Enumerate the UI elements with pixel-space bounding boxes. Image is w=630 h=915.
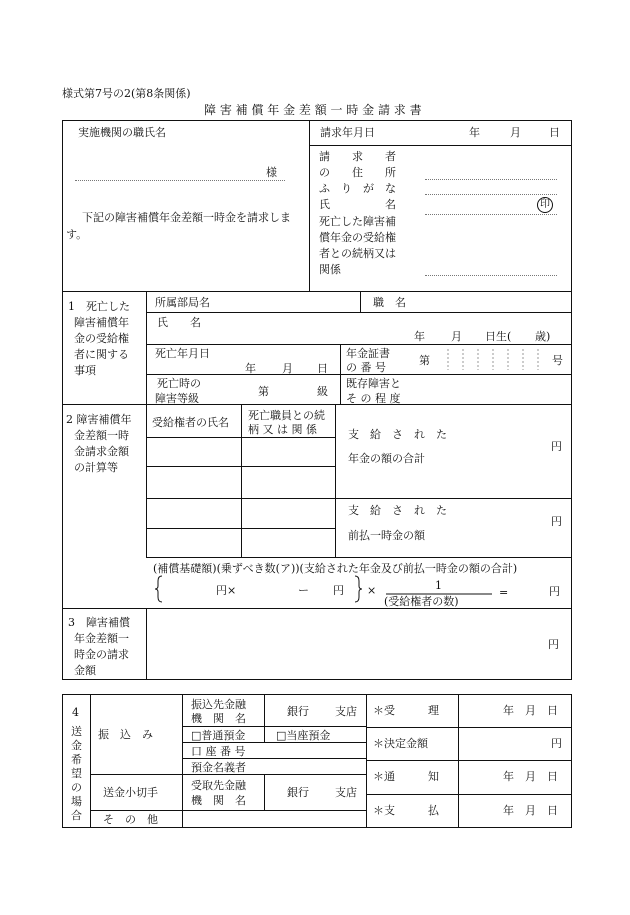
recipient-name-header: 受給権者の氏名 xyxy=(152,416,229,429)
section3-yen: 円 xyxy=(548,638,559,651)
account-holder-label: 預金名義者 xyxy=(191,761,246,774)
tsuchi-label: ＊通 知 xyxy=(373,770,439,783)
formula-denominator: (受給権者の数) xyxy=(384,595,459,608)
section1-label-1: 1 死亡した xyxy=(68,300,130,313)
section4-vlabel-0: 4 xyxy=(72,706,79,719)
recipient-relation-header-2: 柄 又 は 関 係 xyxy=(248,423,317,436)
section4-vlabel-6: 場 xyxy=(71,795,82,808)
seal-mark: 印 xyxy=(537,197,553,213)
formula-numerator: 1 xyxy=(435,579,442,592)
claimant-label-row2: の 住 所 xyxy=(319,166,396,179)
relation-dotted-line xyxy=(425,275,557,276)
existing-label-2: そ の 程 度 xyxy=(346,392,401,405)
name-dotted-line xyxy=(425,214,557,215)
relation-label-1: 死亡した障害補 xyxy=(319,215,396,228)
other-label: そ の 他 xyxy=(103,813,158,826)
paid-pension-label-1: 支 給 さ れ た xyxy=(348,428,447,441)
institution-label: 実施機関の職氏名 xyxy=(78,126,166,139)
existing-label-1: 既存障害と xyxy=(346,377,401,390)
section1-label-4: 者に関する xyxy=(74,348,129,361)
section1-label-2: 障害補償年 xyxy=(74,316,129,329)
section1-label-5: 事項 xyxy=(74,364,96,377)
formula-yen-times: 円× xyxy=(216,584,237,597)
section2-label-1: 2 障害補償年 xyxy=(66,413,132,426)
kettei-label: ＊決定金額 xyxy=(373,737,428,750)
receiving-bank-label-1: 受取先金融 xyxy=(191,779,246,792)
paid-pension-yen: 円 xyxy=(551,440,562,453)
paid-advance-label-2: 前払一時金の額 xyxy=(348,529,425,542)
furikomi-label: 振 込 み xyxy=(98,728,153,741)
formula-yen: 円 xyxy=(333,584,344,597)
deceased-name-label: 氏 名 xyxy=(157,316,201,329)
paid-advance-yen: 円 xyxy=(551,515,562,528)
age: 歳) xyxy=(535,330,551,343)
checkbox-toza-yokin[interactable]: □当座預金 xyxy=(276,729,331,742)
death-date-label: 死亡年月日 xyxy=(155,347,210,360)
section4-vlabel-1: 送 xyxy=(71,725,82,738)
transfer-bank-label-1: 振込先金融 xyxy=(191,698,246,711)
grade-label-2: 障害等級 xyxy=(155,392,199,405)
claimant-label-row3: ふ り が な xyxy=(319,182,396,195)
relation-label-4: 関係 xyxy=(319,263,341,276)
section4-vlabel-2: 金 xyxy=(71,739,82,752)
kettei-yen: 円 xyxy=(551,737,562,750)
formula-result-yen: 円 xyxy=(549,585,560,598)
section4-vlabel-3: 希 xyxy=(71,753,82,766)
section2-label-4: の計算等 xyxy=(74,461,118,474)
honorific-sama: 様 xyxy=(266,166,277,179)
death-date-day: 日 xyxy=(317,362,328,375)
relation-label-2: 償年金の受給権 xyxy=(319,231,396,244)
request-date-day: 日 xyxy=(549,126,560,139)
recipient-relation-header-1: 死亡職員との続 xyxy=(248,409,325,422)
relation-label-3: 者との続柄又は xyxy=(319,247,396,260)
institution-dotted-line xyxy=(75,180,285,181)
paid-pension-label-2: 年金の額の合計 xyxy=(348,452,425,465)
section3-label-1: 3 障害補償 xyxy=(68,616,130,629)
grade-kyu: 級 xyxy=(317,385,328,398)
juri-label: ＊受 理 xyxy=(373,704,439,717)
shiharai-date: 年 月 日 xyxy=(503,804,558,817)
certificate-label-2: の 番 号 xyxy=(346,361,386,374)
formula-minus: ー xyxy=(298,584,309,597)
shiharai-label: ＊支 払 xyxy=(373,804,439,817)
section3-label-3: 時金の請求 xyxy=(74,648,129,661)
certificate-dai: 第 xyxy=(419,354,430,367)
section3-label-2: 年金差額一 xyxy=(74,632,129,645)
grade-label-1: 死亡時の xyxy=(157,377,201,390)
kogitte-label: 送金小切手 xyxy=(103,786,158,799)
formula-times: × xyxy=(367,584,377,597)
transfer-bank-shiten: 支店 xyxy=(335,705,357,718)
section1-label-3: 金の受給権 xyxy=(74,332,129,345)
birth-month: 月 xyxy=(451,330,462,343)
death-date-year: 年 xyxy=(245,362,256,375)
claimant-label-row4: 氏 名 xyxy=(319,198,396,211)
juri-date: 年 月 日 xyxy=(503,704,558,717)
transfer-bank-label-2: 機 関 名 xyxy=(191,712,246,725)
department-label: 所属部局名 xyxy=(155,296,210,309)
formula-heading: (補償基礎額)(乗ずべき数(ア))(支給された年金及び前払一時金の額の合計) xyxy=(153,562,518,575)
grade-dai: 第 xyxy=(258,385,269,398)
section2-label-3: 金請求金額 xyxy=(74,445,129,458)
birth-year: 年 xyxy=(414,330,425,343)
request-date-label: 請求年月日 xyxy=(320,126,375,139)
paid-advance-label-1: 支 給 さ れ た xyxy=(348,504,447,517)
form-number: 様式第7号の2(第8条関係) xyxy=(62,87,191,100)
account-number-label: 口 座 番 号 xyxy=(191,745,246,758)
tsuchi-date: 年 月 日 xyxy=(503,770,558,783)
section4-vlabel-7: 合 xyxy=(71,809,82,822)
position-label: 職 名 xyxy=(373,296,406,309)
furigana-dotted-line xyxy=(425,194,557,195)
section3-label-4: 金額 xyxy=(74,664,96,677)
address-dotted-line xyxy=(425,179,557,180)
request-text-line1: 下記の障害補償年金差額一時金を請求しま xyxy=(82,211,291,224)
request-date-year: 年 xyxy=(469,126,480,139)
receiving-bank-ginko: 銀行 xyxy=(287,786,309,799)
certificate-go: 号 xyxy=(552,354,563,367)
receiving-bank-shiten: 支店 xyxy=(335,786,357,799)
death-date-month: 月 xyxy=(282,362,293,375)
checkbox-futsu-yokin[interactable]: □普通預金 xyxy=(191,729,246,742)
certificate-label-1: 年金証書 xyxy=(346,347,390,360)
transfer-bank-ginko: 銀行 xyxy=(287,705,309,718)
birth-day: 日生( xyxy=(485,330,512,343)
claimant-label-row1: 請 求 者 xyxy=(319,150,396,163)
receiving-bank-label-2: 機 関 名 xyxy=(191,794,246,807)
section2-label-2: 金差額一時 xyxy=(74,429,129,442)
form-title: 障 害 補 償 年 金 差 額 一 時 金 請 求 書 xyxy=(204,103,422,117)
formula-equals: = xyxy=(499,586,509,599)
request-text-line2: す。 xyxy=(66,228,88,241)
section4-vlabel-5: の xyxy=(71,781,82,794)
section4-vlabel-4: 望 xyxy=(71,767,82,780)
request-date-month: 月 xyxy=(510,126,521,139)
